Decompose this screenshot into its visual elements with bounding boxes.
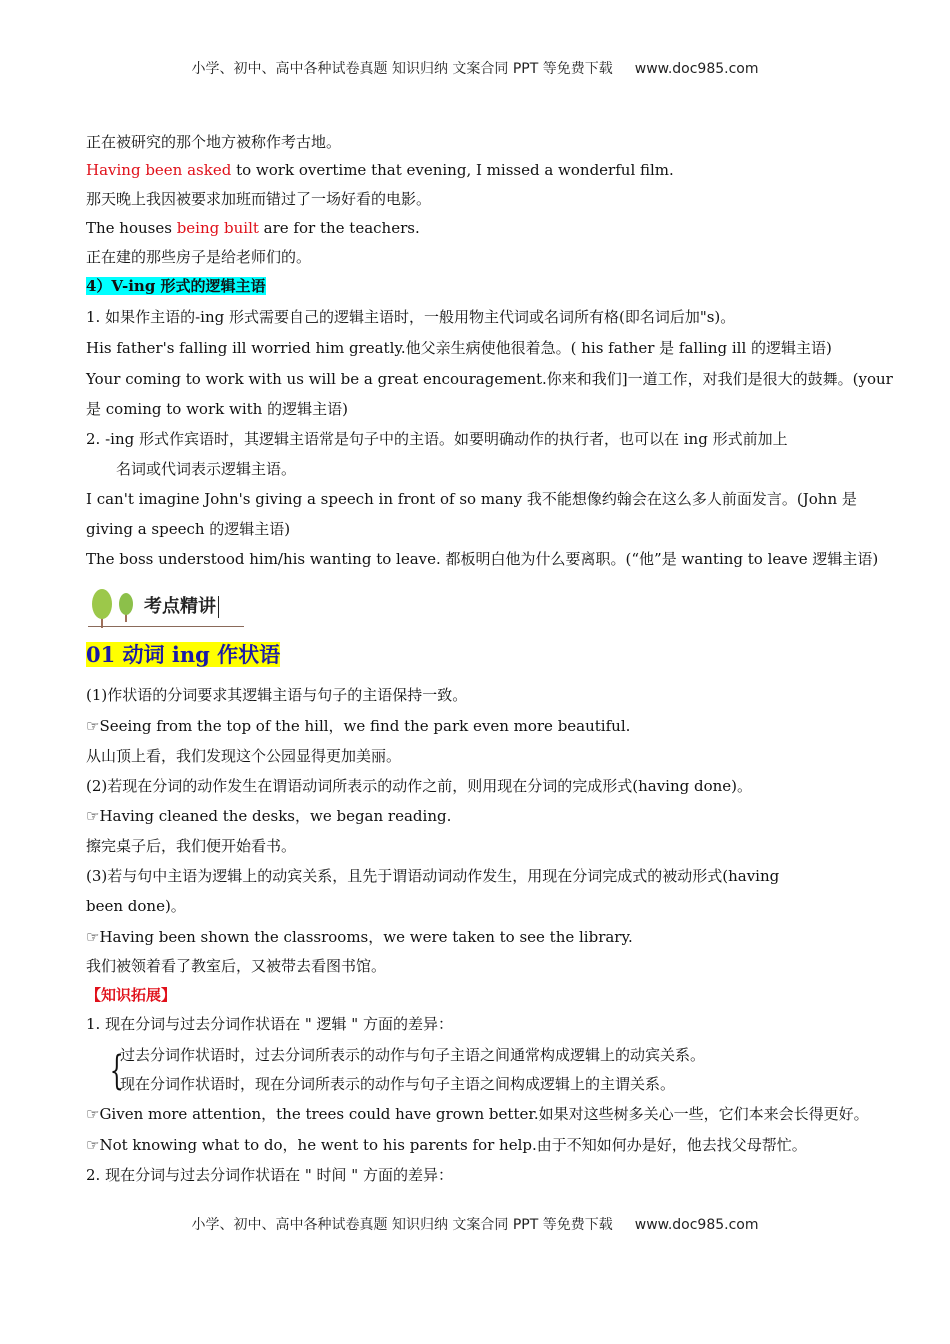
text-segment: ☞Having been shown the classrooms，we were taken to see the library. <box>86 928 633 946</box>
text-segment: been done)。 <box>86 897 186 915</box>
text-line <box>86 1104 869 1124</box>
text-line <box>86 218 420 238</box>
highlighted-phrase: Having been asked <box>86 161 232 179</box>
text-line <box>86 746 401 766</box>
tree-icon <box>88 586 142 630</box>
text-segment: to work overtime that evening, I missed a wonderful film. <box>231 161 674 179</box>
header-url[interactable]: www.doc985.com <box>634 61 759 77</box>
text-line <box>86 836 296 856</box>
text-segment: 过去分词作状语时，过去分词所表示的动作与句子主语之间通常构成逻辑上的动宾关系。 <box>120 1046 706 1064</box>
text-line <box>86 549 878 569</box>
text-segment: 4）V-ing 形式的逻辑主语 <box>86 277 266 295</box>
logo-underline <box>88 626 244 627</box>
text-segment: 2. -ing 形式作宾语时，其逻辑主语常是句子中的主语。如要明确动作的执行者，也可以在 ing 形式前加上 <box>86 430 788 448</box>
text-segment: ☞Having cleaned the desks，we began reading. <box>86 807 452 825</box>
text-line <box>86 927 633 947</box>
footer-url[interactable]: www.doc985.com <box>634 1217 759 1233</box>
text-line <box>116 459 296 479</box>
text-segment: Your coming to work with us will be a great encouragement.你来和我们]一道工作，对我们是很大的鼓舞。(your <box>86 370 893 388</box>
text-segment: 是 coming to work with 的逻辑主语) <box>86 400 348 418</box>
text-segment: 【知识拓展】 <box>86 986 177 1004</box>
text-line <box>86 338 832 358</box>
text-line <box>86 866 779 886</box>
text-segment: 正在被研究的那个地方被称作考古地。 <box>86 133 342 151</box>
text-line <box>86 189 431 209</box>
highlighted-phrase: being built <box>176 219 259 237</box>
text-segment: (3)若与句中主语为逻辑上的动宾关系，且先于谓语动词动作发生，用现在分词完成式的被动形式(having <box>86 867 780 885</box>
brace-icon: { <box>109 1048 124 1094</box>
text-segment: The boss understood him/his wanting to leave. 都板明白他为什么要离职。(“他”是 wanting to leave 逻辑主语) <box>86 550 879 568</box>
text-line <box>86 1165 453 1185</box>
text-line <box>86 716 630 736</box>
text-line <box>120 1074 675 1094</box>
text-line <box>86 776 752 796</box>
text-line <box>86 369 893 389</box>
footer-text: 小学、初中、高中各种试卷真题 知识归纳 文案合同 PPT 等免费下载 <box>191 1217 613 1233</box>
text-segment: 2. 现在分词与过去分词作状语在 " 时间 " 方面的差异： <box>86 1166 453 1184</box>
text-segment: are for the teachers. <box>258 219 420 237</box>
text-line <box>86 896 186 916</box>
text-line <box>86 399 348 419</box>
page-header <box>0 58 950 78</box>
logo-text: 考点精讲 <box>144 596 219 618</box>
header-text: 小学、初中、高中各种试卷真题 知识归纳 文案合同 PPT 等免费下载 <box>191 61 613 77</box>
text-segment: ☞Seeing from the top of the hill，we find the park even more beautiful. <box>86 717 631 735</box>
text-segment: ☞Given more attention，the trees could have grown better.如果对这些树多关心一些，它们本来会长得更好。 <box>86 1105 869 1123</box>
text-segment: 1. 现在分词与过去分词作状语在 " 逻辑 " 方面的差异： <box>86 1015 453 1033</box>
text-line <box>86 685 467 705</box>
section-heading <box>86 642 281 667</box>
text-segment: ☞Not knowing what to do，he went to his parents for help.由于不知如何办是好，他去找父母帮忙。 <box>86 1136 807 1154</box>
text-segment: I can't imagine John's giving a speech in front of so many 我不能想像约翰会在这么多人前面发言。(John 是 <box>86 490 857 508</box>
section-logo <box>88 586 248 632</box>
text-segment: 01 动词 ing 作状语 <box>86 642 281 667</box>
text-segment: 现在分词作状语时，现在分词所表示的动作与句子主语之间构成逻辑上的主谓关系。 <box>120 1075 676 1093</box>
text-segment: 正在建的那些房子是给老师们的。 <box>86 248 312 266</box>
text-line <box>86 489 857 509</box>
text-line <box>86 1135 807 1155</box>
text-segment: 擦完桌子后，我们便开始看书。 <box>86 837 297 855</box>
text-line <box>120 1045 705 1065</box>
text-line <box>86 806 451 826</box>
text-segment: The houses <box>86 219 177 237</box>
text-segment: 我们被领着看了教室后，又被带去看图书馆。 <box>86 957 387 975</box>
page-footer <box>0 1214 950 1234</box>
text-segment: giving a speech 的逻辑主语) <box>86 520 291 538</box>
text-segment: (2)若现在分词的动作发生在谓语动词所表示的动作之前，则用现在分词的完成形式(having done)。 <box>86 777 753 795</box>
text-segment: 1. 如果作主语的-ing 形式需要自己的逻辑主语时，一般用物主代词或名词所有格(即名词后加"s)。 <box>86 308 736 326</box>
text-line <box>86 132 341 152</box>
text-segment: His father's falling ill worried him greatly.他父亲生病使他很着急。( his father 是 falling ill 的逻辑主语) <box>86 339 832 357</box>
text-line <box>86 519 290 539</box>
text-segment: 那天晚上我因被要求加班而错过了一场好看的电影。 <box>86 190 432 208</box>
text-segment: 名词或代词表示逻辑主语。 <box>116 460 297 478</box>
text-line <box>86 1014 453 1034</box>
text-line <box>86 956 386 976</box>
section-heading <box>86 985 176 1005</box>
text-segment: (1)作状语的分词要求其逻辑主语与句子的主语保持一致。 <box>86 686 468 704</box>
text-line <box>86 307 735 327</box>
text-segment: 从山顶上看，我们发现这个公园显得更加美丽。 <box>86 747 402 765</box>
text-line <box>86 429 788 449</box>
section-heading <box>86 276 266 296</box>
text-line <box>86 247 311 267</box>
text-line <box>86 160 674 180</box>
